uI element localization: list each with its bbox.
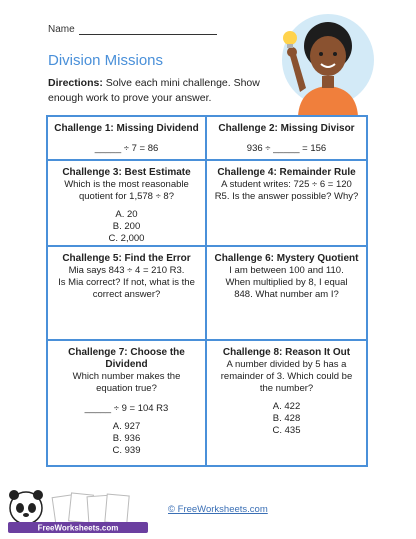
challenge-7-title: Challenge 7: Choose the Dividend [68, 347, 185, 370]
lightbulb-icon [283, 31, 297, 45]
challenge-7-cell [48, 341, 207, 465]
challenge-5-line: Is Mia correct? If not, what is the [58, 277, 195, 288]
freeworksheets-logo [6, 486, 156, 534]
challenge-5-line: correct answer? [92, 289, 161, 300]
challenge-6-line: I am between 100 and 110. [229, 265, 344, 276]
challenge-2-title: Challenge 2: Missing Divisor [218, 123, 355, 134]
challenge-5-cell [48, 247, 207, 341]
challenge-4-line: R5. Is the answer possible? Why? [214, 191, 359, 202]
challenge-8-line: the number? [259, 383, 314, 394]
challenge-3-option: B. 200 [112, 221, 141, 232]
challenge-8-option: C. 435 [272, 425, 301, 436]
challenge-2-cell [207, 117, 366, 161]
challenge-6-cell [207, 247, 366, 341]
name-row [48, 24, 217, 35]
challenge-7-option: B. 936 [112, 433, 141, 444]
challenge-5-title: Challenge 5: Find the Error [62, 253, 191, 264]
challenge-3-cell [48, 161, 207, 247]
challenge-6-line: When multiplied by 8, I equal [225, 277, 348, 288]
directions [48, 76, 278, 106]
challenge-8-line: remainder of 3. Which could be [220, 371, 353, 382]
student-lightbulb-illustration [278, 6, 374, 116]
neck [322, 76, 334, 88]
challenge-6-line: 848. What number am I? [234, 289, 339, 300]
challenge-3-option: A. 20 [115, 209, 138, 220]
challenge-2-line: 936 ÷ _____ = 156 [246, 143, 327, 154]
challenge-7-line: Which number makes the [72, 371, 181, 382]
directions-label: Directions: [48, 77, 103, 89]
challenge-7-line: equation true? [96, 383, 157, 394]
page-title: Division Missions [48, 52, 164, 69]
challenge-7-line: _____ ÷ 9 = 104 R3 [84, 403, 169, 414]
footer-link[interactable]: © FreeWorksheets.com [168, 504, 268, 515]
challenge-5-line: Mia says 843 ÷ 4 = 210 R3. [68, 265, 185, 276]
challenge-3-line: quotient for 1,578 ÷ 8? [78, 191, 174, 202]
challenge-8-option: A. 422 [272, 401, 301, 412]
challenge-3-option: C. 2,000 [108, 233, 145, 244]
challenge-1-title: Challenge 1: Missing Dividend [54, 123, 199, 134]
challenge-8-option: B. 428 [272, 413, 301, 424]
name-label: Name [48, 24, 75, 35]
challenge-4-cell [207, 161, 366, 247]
logo-text: FreeWorksheets.com [37, 523, 119, 533]
challenge-4-title: Challenge 4: Remainder Rule [217, 167, 356, 178]
challenge-8-line: A number divided by 5 has a [226, 359, 347, 370]
challenge-1-line: _____ ÷ 7 = 86 [94, 143, 159, 154]
challenge-4-line: A student writes: 725 ÷ 6 = 120 [221, 179, 352, 190]
challenge-3-line: Which is the most reasonable [64, 179, 189, 190]
challenge-grid [46, 115, 368, 467]
face [310, 36, 346, 76]
challenge-8-cell [207, 341, 366, 465]
challenge-1-cell [48, 117, 207, 161]
challenge-3-title: Challenge 3: Best Estimate [62, 167, 191, 178]
hand [287, 47, 297, 57]
name-line[interactable] [79, 24, 217, 35]
challenge-7-option: A. 927 [112, 421, 141, 432]
challenge-7-option: C. 939 [112, 445, 141, 456]
challenge-8-title: Challenge 8: Reason It Out [222, 347, 351, 358]
directions-text: Solve each mini challenge. Show enough work to prove your answer. [48, 77, 260, 104]
challenge-6-title: Challenge 6: Mystery Quotient [214, 253, 359, 264]
